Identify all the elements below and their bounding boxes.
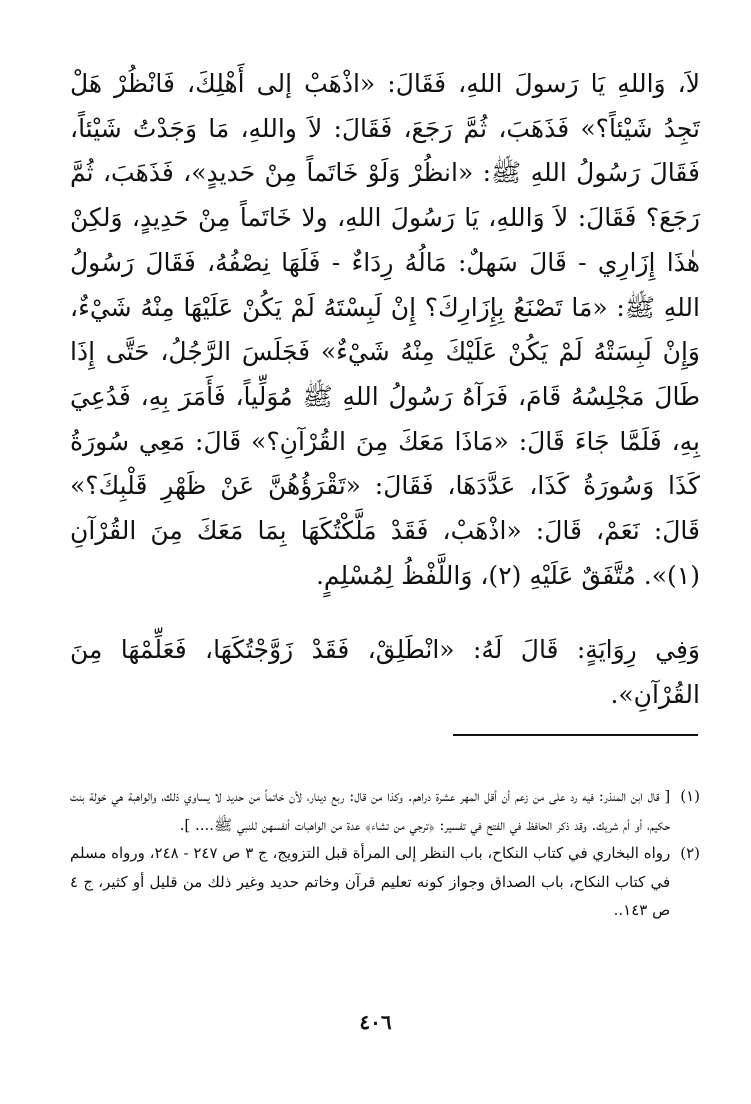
footnote-2 [70, 839, 700, 925]
footnote-text: [ قال ابن المنذر: فيه رد على من زعم أن أقل المهر عشرة دراهم. وكذا من قال: ربع دينار، لأن خاتماً من حديد لا يساوي ذلك، والواهبة هي خولة بنت حكيم، أو أم شريك. وقد ذكر الحافظ في الفتح في تفسير: ﴿ترجي من تشاء﴾ عدة من الواهبات أنفسهن للنبي ﷺ.... ]. [70, 787, 671, 834]
footnotes [70, 782, 700, 925]
footnote-number: (١) [680, 787, 700, 805]
main-text [70, 62, 700, 718]
footnote-text: رواه البخاري في كتاب النكاح، باب النظر إلى المرأة قبل التزويج، ج ٣ ص ٢٤٧ - ٢٤٨، ورواه مسلم في كتاب النكاح، باب الصداق وجواز كونه تعليم قرآن وخاتم حديد وغير ذلك من قليل أو كثير، ج ٤ ص ١٤٣.. [70, 844, 671, 919]
narration-paragraph: وَفِي رِوَايَةٍ: قَالَ لَهُ: «انْطَلِقْ، فَقَدْ زَوَّجْتُكَهَا، فَعَلِّمْهَا مِنَ القُرْآنِ». [70, 635, 700, 710]
footnote-1 [70, 782, 700, 839]
footnote-divider [453, 734, 698, 736]
page-number: ٤٠٦ [359, 1010, 392, 1034]
footnote-number: (٢) [680, 844, 700, 862]
hadith-paragraph: لاَ، وَاللهِ يَا رَسولَ اللهِ، فَقَالَ: «اذْهَبْ إلى أَهْلِكَ، فَانْظُرْ هَلْ تَجِدُ شَيْئاً؟» فَذَهَبَ، ثُمَّ رَجَعَ، فَقَالَ: لاَ واللهِ، مَا وَجَدْتُ شَيْئاً، فَقَالَ رَسُولُ اللهِ ﷺ: «انظُرْ وَلَوْ خَاتَماً مِنْ حَديدٍ»، فَذَهَبَ، ثُمَّ رَجَعَ؟ فَقَالَ: لاَ وَاللهِ، يَا رَسُولَ اللهِ، ولا خَاتَماً مِنْ حَدِيدٍ، وَلكِنْ هٰذَا إِزَارِي - قَالَ سَهلٌ: مَالُهُ رِدَاءٌ - فَلَهَا نِصْفُهُ، فَقَالَ رَسُولُ اللهِ ﷺ: «مَا تَصْنَعُ بِإِزَارِكَ؟ إِنْ لَبِسْتَهُ لَمْ يَكُنْ عَلَيْهَا مِنْهُ شَيْءٌ، وَإِنْ لَبِسَتْهُ لَمْ يَكُنْ عَلَيْكَ مِنْهُ شَيْءٌ» فَجَلَسَ الرَّجُلُ، حَتَّى إِذَا طَالَ مَجْلِسُهُ قَامَ، فَرَآهُ رَسُولُ اللهِ ﷺ مُوَلِّياً، فَأَمَرَ بِهِ، فَدُعِيَ بِهِ، فَلَمَّا جَاءَ قَالَ: «مَاذَا مَعَكَ مِنَ القُرْآنِ؟» قَالَ: مَعِي سُورَةُ كَذَا وَسُورَةُ كَذَا، عَدَّدَهَا، فَقَالَ: «تَقْرَؤُهُنَّ عَنْ ظَهْرِ قَلْبِكَ؟» قَالَ: نَعَمْ، قَالَ: «اذْهَبْ، فَقَدْ مَلَّكْتُكَهَا بِمَا مَعَكَ مِنَ القُرْآنِ (١)». مُتَّفَقٌ عَلَيْهِ (٢)، وَاللَّفْظُ لِمُسْلِمٍ. [70, 69, 700, 590]
